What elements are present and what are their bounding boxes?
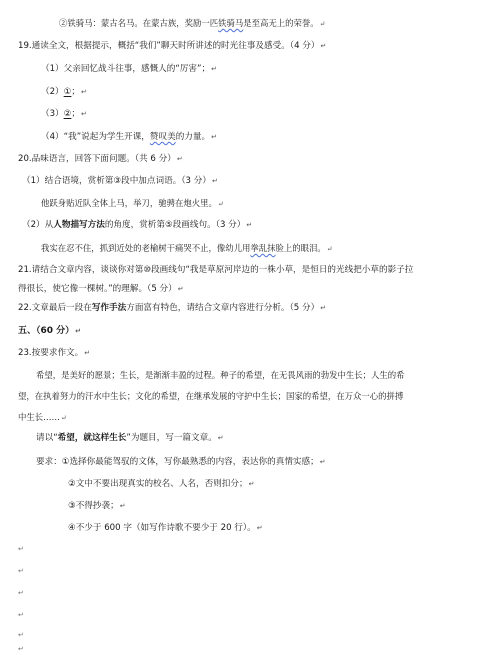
question-22: 22.文章最后一段在写作手法方面富有特色，请结合文章内容进行分析。（5 分）↵: [18, 303, 327, 313]
question-23: 23.按要求作文。↵: [18, 348, 91, 358]
prompt-paragraph-2: 望，在执着努力的汗水中生长；文化的希望，在继承发展的守护中生长；国家的希望，在万众一心的拼搏: [18, 391, 404, 401]
empty-paragraph-mark: ↵: [18, 567, 24, 575]
question-21: 21.请结合文章内容，谈谈你对第⑩段画线句“我是草原河岸边的一株小草，是恒日的光线把小草的影子拉: [18, 265, 414, 275]
requirement-4: ④不少于 600 字（如写作诗歌不要少于 20 行）。↵: [68, 523, 263, 533]
requirement-3: ③不得抄袭；↵: [68, 501, 126, 511]
empty-paragraph-mark: ↵: [18, 631, 24, 639]
q20-quote-2: 我实在忍不住，抓到近处的老榆树干痛哭不止，像幼儿用拳乱抹脸上的眼泪。↵: [41, 243, 333, 253]
q20-quote-1: 他跃身贴近队全体上马，举刀，驰骋在炮火里。↵: [41, 198, 224, 208]
empty-paragraph-mark: ↵: [18, 645, 24, 653]
requirement-2: ②文中不要出现真实的校名、人名，否则扣分；↵: [68, 479, 255, 489]
empty-paragraph-mark: ↵: [18, 589, 24, 597]
q19-item-1: （1）父亲回忆战斗往事，感慨人的“厉害”；↵: [41, 64, 217, 74]
q20-part-2: （2）从人物描写方法的角度，赏析第⑤段画线句。（3 分）↵: [22, 220, 253, 230]
question-19: 19.通读全文，根据提示，概括“我们”聊天时所讲述的时光往事及感受。（4 分）↵: [18, 41, 327, 51]
prompt-paragraph-1: 希望，是美好的愿景；生长，是渐渐丰盈的过程。种子的希望，在无畏风雨的勃发中生长；人生的希: [36, 370, 405, 380]
prompt-paragraph-3: 中生长……↵: [18, 412, 67, 422]
question-21-cont: 得很长，使它像一棵树。”的理解。（5 分）↵: [18, 284, 184, 294]
q19-item-4: （4）“我”说起为学生开课，赞叹美的力量。↵: [41, 132, 217, 142]
q19-item-3: （3）②；↵: [41, 109, 87, 119]
empty-paragraph-mark: ↵: [18, 545, 24, 553]
footnote-horse: ②铁骑马：蒙古名马。在蒙古族，奖励一匹铁骑马是至高无上的荣誉。↵: [59, 18, 326, 28]
question-20: 20.品味语言，回答下面问题。（共 6 分）↵: [18, 154, 183, 164]
q20-part-1: （1）结合语境，赏析第③段中加点词语。（3 分）↵: [22, 176, 218, 186]
empty-paragraph-mark: ↵: [18, 611, 24, 619]
section-five-heading: 五、（60 分）↵: [18, 326, 82, 336]
requirement-1: 要求：①选择你最能驾驭的文体，写你最熟悉的内容，表达你的真情实感；↵: [36, 457, 326, 467]
essay-title-instruction: 请以“希望，就这样生长”为题目，写一篇文章。↵: [36, 433, 224, 443]
q19-item-2: （2）①；↵: [41, 87, 87, 97]
